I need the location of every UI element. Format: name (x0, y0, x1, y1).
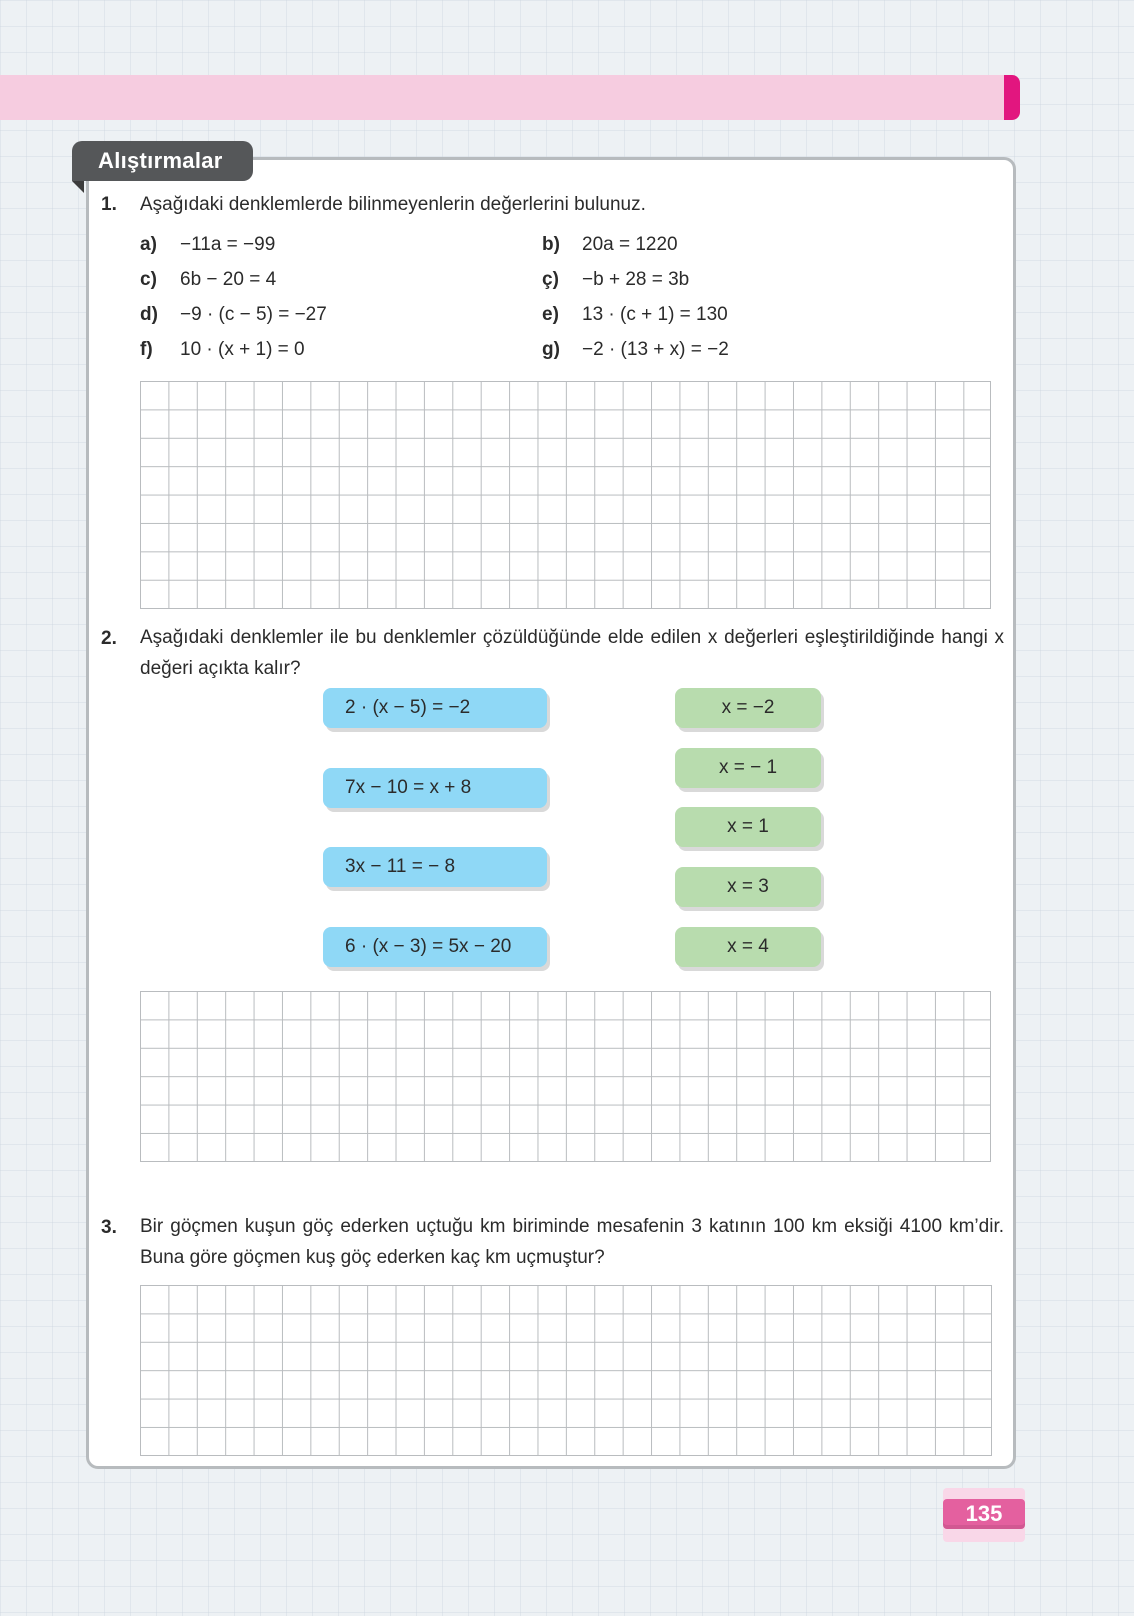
question-1-number: 1. (101, 194, 117, 215)
question-1-text: Aşağıdaki denklemlerde bilinmeyenlerin değerlerini bulunuz. (140, 194, 646, 215)
answer-card: x = 3 (675, 867, 821, 907)
equation-card: 3x − 11 = − 8 (323, 847, 547, 887)
equation-label: ç) (542, 269, 559, 290)
equation-label: e) (542, 304, 559, 325)
equation-expression: 10 · (x + 1) = 0 (180, 339, 305, 360)
equation-label: b) (542, 234, 560, 255)
equation-card: 6 · (x − 3) = 5x − 20 (323, 927, 547, 967)
equation-card: 2 · (x − 5) = −2 (323, 688, 547, 728)
equation-expression: −2 · (13 + x) = −2 (582, 339, 729, 360)
question-3-text: Bir göçmen kuşun göç ederken uçtuğu km biriminde mesafenin 3 katının 100 km eksiği 4100 km’dir. Buna göre göçmen kuş göç ederken kaç km uçmuştur? (140, 1216, 1004, 1268)
answer-card: x = −2 (675, 688, 821, 728)
equation-label: a) (140, 234, 157, 255)
equation-expression: 6b − 20 = 4 (180, 269, 277, 290)
equation-label: d) (140, 304, 158, 325)
question-2-text: Aşağıdaki denklemler ile bu denklemler çözüldüğünde elde edilen x değerleri eşleştirildiğinde hangi x değeri açıkta kalır? (140, 627, 1004, 679)
answer-grid-2[interactable] (140, 991, 991, 1162)
equation-expression: 13 · (c + 1) = 130 (582, 304, 728, 325)
equation-expression: −b + 28 = 3b (582, 269, 690, 290)
header-band-tab (1004, 75, 1020, 120)
answer-card: x = − 1 (675, 748, 821, 788)
section-title: Alıştırmalar (72, 141, 253, 181)
equation-expression: −9 · (c − 5) = −27 (180, 304, 327, 325)
question-2-number: 2. (101, 628, 117, 649)
equation-label: f) (140, 339, 153, 360)
equation-expression: 20a = 1220 (582, 234, 678, 255)
equation-label: c) (140, 269, 157, 290)
question-3-number: 3. (101, 1217, 117, 1238)
equation-expression: −11a = −99 (180, 234, 276, 255)
page-number: 135 (943, 1499, 1025, 1529)
answer-grid-1[interactable] (140, 381, 991, 609)
answer-grid-3[interactable] (140, 1285, 992, 1456)
equation-label: g) (542, 339, 560, 360)
equation-card: 7x − 10 = x + 8 (323, 768, 547, 808)
header-band (0, 75, 1004, 120)
section-tab-fold (72, 181, 84, 193)
answer-card: x = 1 (675, 807, 821, 847)
answer-card: x = 4 (675, 927, 821, 967)
